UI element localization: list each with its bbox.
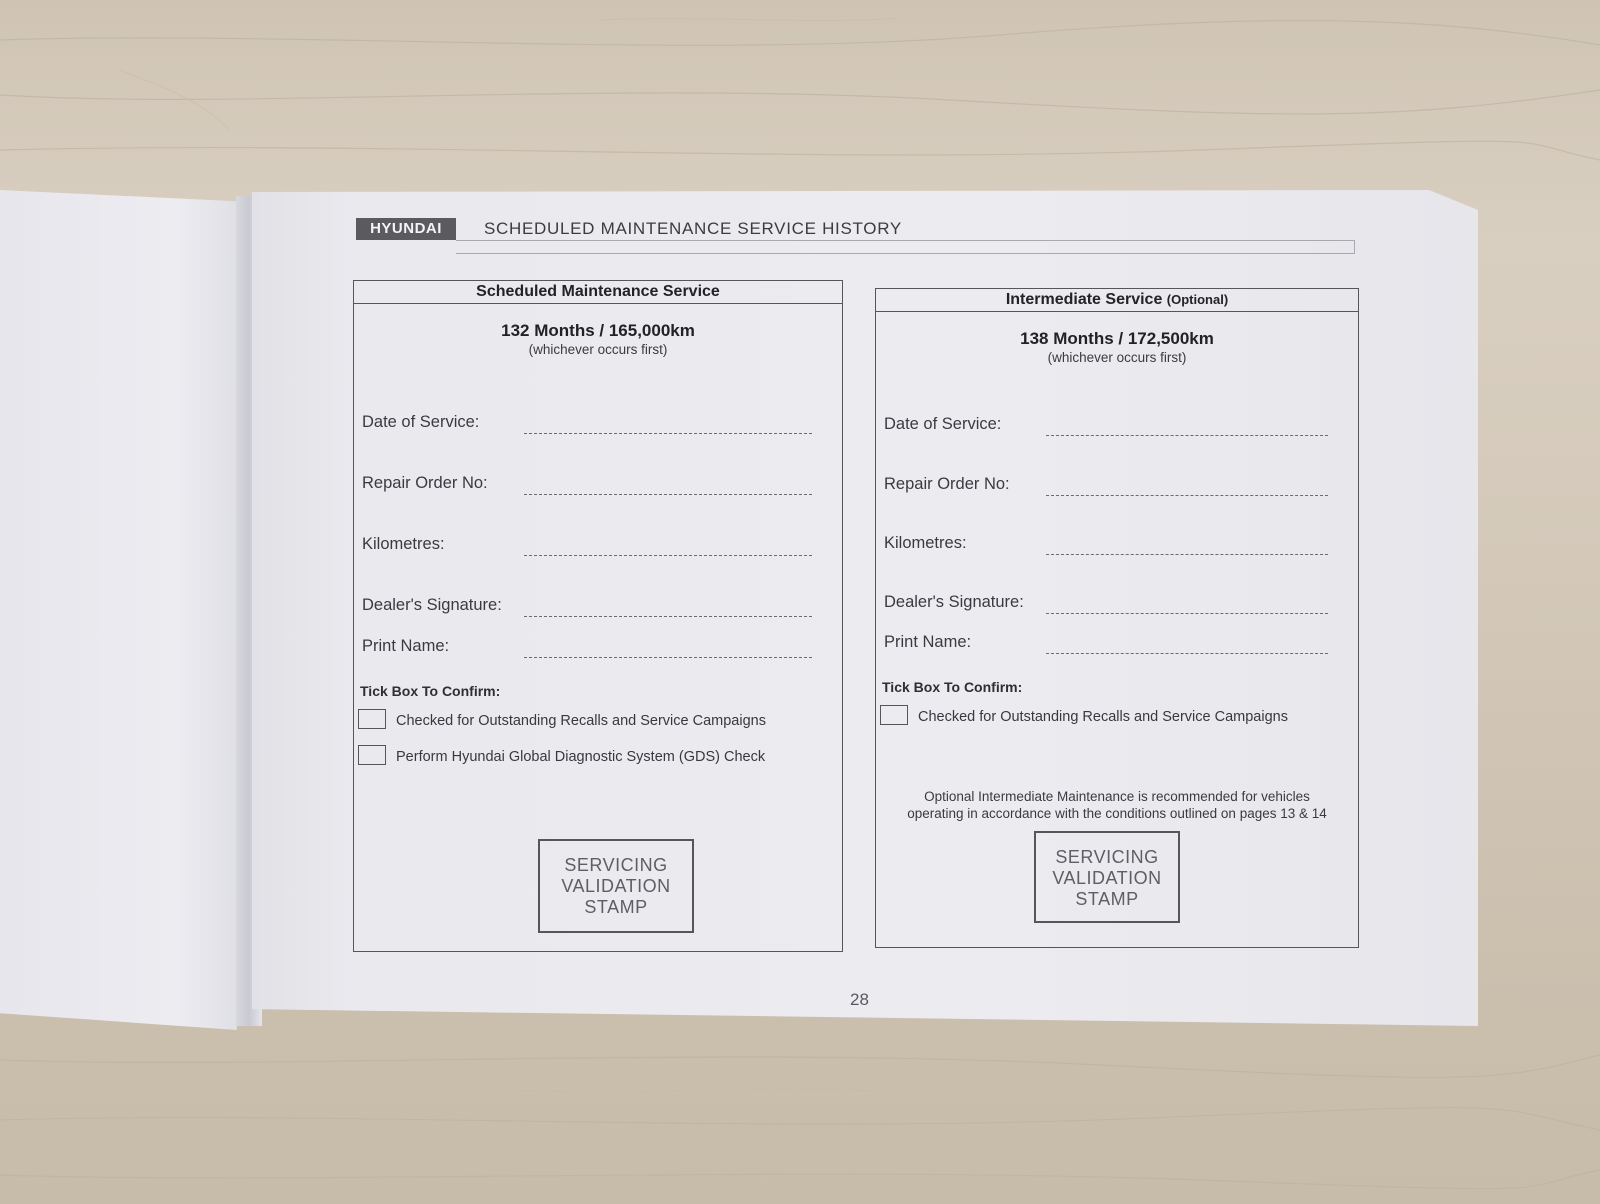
scheduled-service-panel (353, 280, 843, 952)
repair-order-field[interactable] (884, 475, 1328, 499)
print-name-field[interactable] (884, 633, 1328, 657)
field-line[interactable] (524, 433, 812, 434)
field-label: Date of Service: (884, 415, 1002, 433)
checkbox-label: Checked for Outstanding Recalls and Service Campaigns (918, 709, 1288, 725)
gds-checkbox[interactable] (358, 745, 386, 765)
page-header (356, 218, 1354, 254)
left-page (0, 190, 252, 1030)
panel-title-text: Intermediate Service (1005, 291, 1163, 308)
recalls-checkbox-row[interactable] (358, 709, 834, 733)
page-title: SCHEDULED MAINTENANCE SERVICE HISTORY (484, 219, 902, 238)
field-label: Print Name: (362, 637, 450, 655)
field-label: Repair Order No: (362, 474, 488, 492)
service-interval: 138 Months / 172,500km (1020, 329, 1214, 348)
stamp-line: STAMP (1075, 889, 1139, 909)
panel-title (876, 289, 1358, 312)
field-label: Repair Order No: (884, 475, 1010, 493)
field-label: Dealer's Signature: (884, 593, 1024, 611)
kilometres-field[interactable] (362, 535, 812, 559)
field-label: Kilometres: (884, 534, 967, 552)
field-line[interactable] (1046, 554, 1328, 555)
page-number: 28 (850, 990, 869, 1009)
stamp-line: SERVICING (564, 855, 668, 875)
gds-checkbox-row[interactable] (358, 745, 834, 769)
intermediate-service-panel (875, 288, 1359, 948)
note-line: operating in accordance with the conditions outlined on pages 13 & 14 (907, 806, 1327, 821)
field-line[interactable] (1046, 653, 1328, 654)
panel-title-suffix: (Optional) (1166, 292, 1229, 307)
dealer-signature-field[interactable] (884, 593, 1328, 617)
field-line[interactable] (524, 555, 812, 556)
tick-box-title: Tick Box To Confirm: (360, 683, 501, 699)
dealer-signature-field[interactable] (362, 596, 812, 620)
repair-order-field[interactable] (362, 474, 812, 498)
field-line[interactable] (524, 494, 812, 495)
stamp-line: SERVICING (1055, 847, 1159, 867)
field-label: Kilometres: (362, 535, 445, 553)
tick-box-title: Tick Box To Confirm: (882, 679, 1023, 695)
checkbox-label: Checked for Outstanding Recalls and Service Campaigns (396, 713, 766, 729)
brand-label: HYUNDAI (356, 218, 456, 240)
date-of-service-field[interactable] (362, 413, 812, 437)
intermediate-maintenance-note (876, 788, 1358, 822)
stamp-line: VALIDATION (561, 876, 671, 896)
field-line[interactable] (524, 616, 812, 617)
note-line: Optional Intermediate Maintenance is recommended for vehicles (924, 789, 1310, 804)
interval-note: (whichever occurs first) (1047, 350, 1187, 365)
checkbox-label: Perform Hyundai Global Diagnostic System (GDS) Check (396, 749, 766, 765)
field-line[interactable] (1046, 613, 1328, 614)
recalls-checkbox[interactable] (358, 709, 386, 729)
field-line[interactable] (1046, 435, 1328, 436)
panel-title: Scheduled Maintenance Service (354, 281, 842, 304)
interval-note: (whichever occurs first) (528, 342, 668, 357)
field-label: Dealer's Signature: (362, 596, 502, 614)
field-label: Print Name: (884, 633, 972, 651)
kilometres-field[interactable] (884, 534, 1328, 558)
servicing-validation-stamp-box (1034, 831, 1180, 923)
field-label: Date of Service: (362, 413, 480, 431)
field-line[interactable] (524, 657, 812, 658)
service-interval: 132 Months / 165,000km (501, 321, 695, 340)
field-line[interactable] (1046, 495, 1328, 496)
date-of-service-field[interactable] (884, 415, 1328, 439)
recalls-checkbox-row[interactable] (880, 705, 1350, 729)
print-name-field[interactable] (362, 637, 812, 661)
stamp-line: STAMP (584, 897, 648, 917)
recalls-checkbox[interactable] (880, 705, 908, 725)
stamp-line: VALIDATION (1052, 868, 1162, 888)
header-rule (456, 240, 1355, 254)
servicing-validation-stamp-box (538, 839, 694, 933)
